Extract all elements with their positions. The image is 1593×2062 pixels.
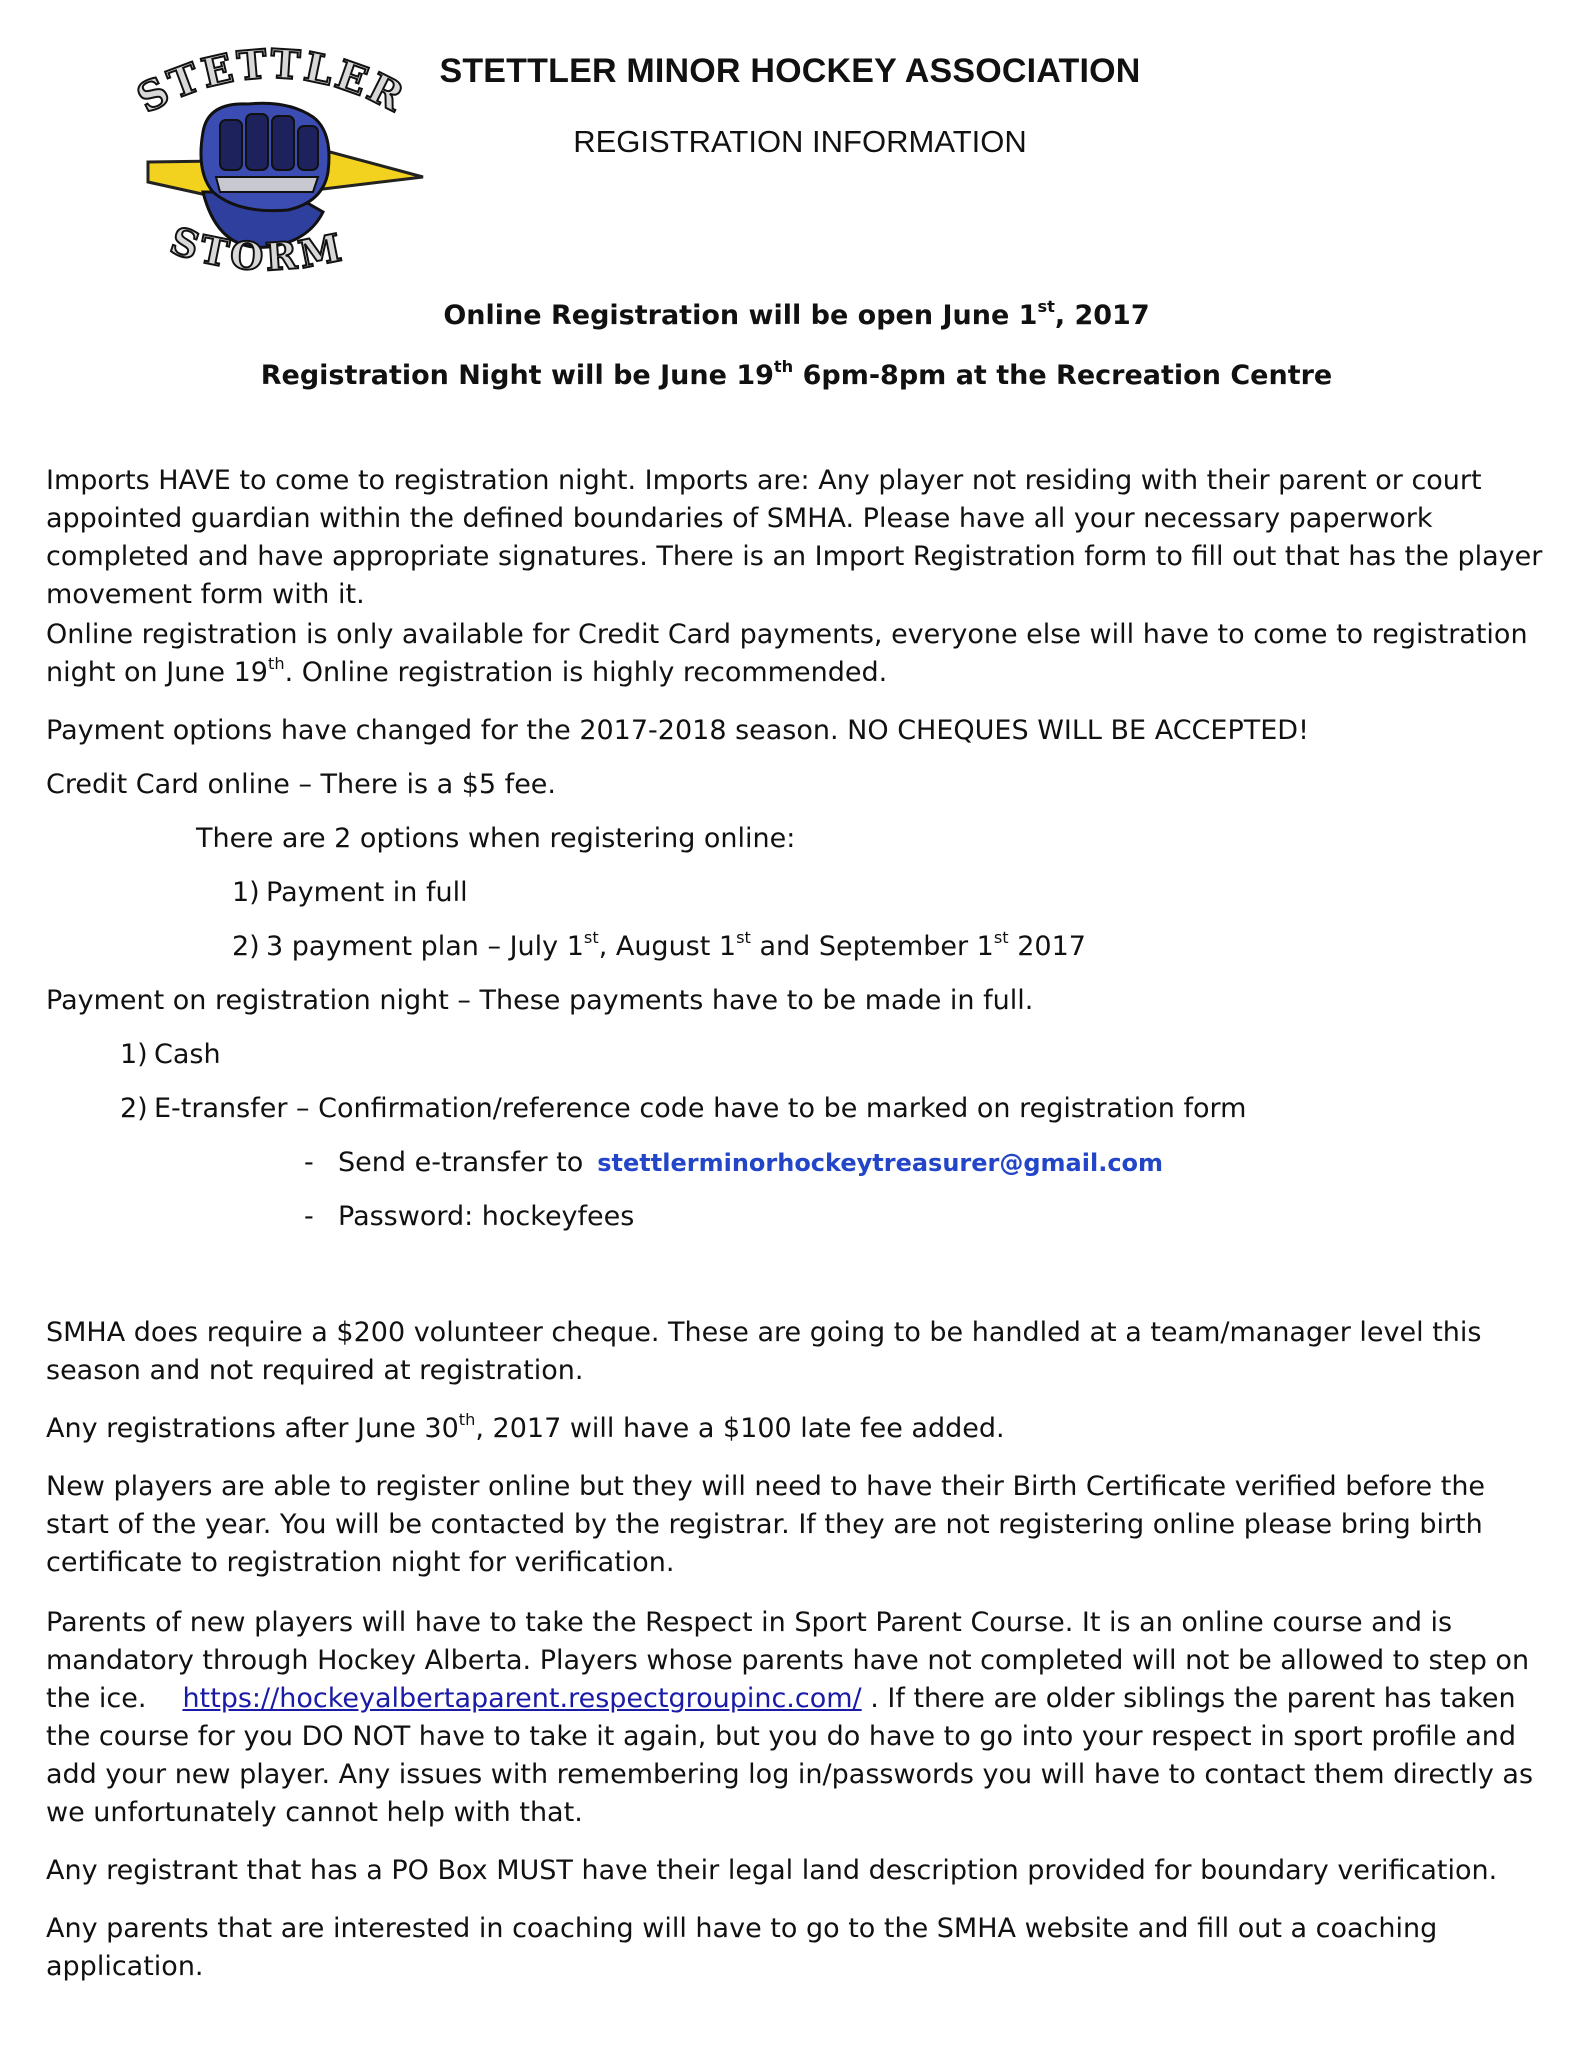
- option-1-line: 1) Payment in full: [232, 877, 468, 908]
- etransfer-line: 2) E-transfer – Confirmation/reference code have to be marked on registration form: [120, 1093, 1247, 1124]
- sub-title: REGISTRATION INFORMATION: [573, 124, 1027, 159]
- coaching-paragraph: Any parents that are interested in coaching will have to go to the SMHA website and fill out a coaching application.: [46, 1913, 1438, 1982]
- logo-bottom-text: STORM: [164, 217, 349, 280]
- volunteer-paragraph: SMHA does require a $200 volunteer cheque. These are going to be handled at a team/manager level this season and not required at registration.: [46, 1317, 1482, 1386]
- cash-line: 1) Cash: [120, 1039, 221, 1070]
- respect-in-sport-paragraph: Parents of new players will have to take the Respect in Sport Parent Course. It is an online course and is mandatory through Hockey Alberta. Players whose parents have not completed will not be allowed to step on the ice. https://hockeyalbertaparent.respectgroupinc.com/ . If there are older siblings the parent has taken the course for you DO NOT have to take it again, but you do have to go into your respect in sport profile and add your new player. Any issues with remembering log in/passwords you will have to contact them directly as we unfortunately cannot help with that.: [46, 1607, 1534, 1828]
- registration-night-payment-paragraph: Payment on registration night – These payments have to be made in full.: [46, 985, 1034, 1016]
- payment-changed-paragraph: Payment options have changed for the 2017-2018 season. NO CHEQUES WILL BE ACCEPTED!: [46, 715, 1309, 746]
- option-2-line: 2) 3 payment plan – July 1st, August 1st and September 1st 2017: [232, 927, 1086, 962]
- stettler-storm-logo: [108, 42, 438, 307]
- imports-paragraph: Imports HAVE to come to registration night. Imports are: Any player not residing with their parent or court appointed guardian within the defined boundaries of SMHA. Please have all your necessary paperwork completed and have appropriate signatures. There is an Import Registration form to fill out that has the player movement form with it.: [46, 465, 1543, 610]
- online-only-paragraph: Online registration is only available for Credit Card payments, everyone else will have to come to registration night on June 19th. Online registration is highly recommended.: [46, 619, 1528, 688]
- two-options-line: There are 2 options when registering online:: [196, 823, 796, 854]
- treasurer-email-link[interactable]: stettlerminorhockeytreasurer@gmail.com: [597, 1149, 1164, 1177]
- send-etransfer-line: - Send e-transfer to stettlerminorhockeytreasurer@gmail.com: [304, 1147, 1164, 1178]
- late-fee-paragraph: Any registrations after June 30th, 2017 will have a $100 late fee added.: [46, 1409, 1005, 1444]
- new-players-paragraph: New players are able to register online but they will need to have their Birth Certificate verified before the start of the year. You will be contacted by the registrar. If they are not registering online please bring birth certificate to registration night for verification.: [46, 1471, 1486, 1578]
- org-title: STETTLER MINOR HOCKEY ASSOCIATION: [439, 52, 1141, 90]
- respect-group-link[interactable]: https://hockeyalbertaparent.respectgroupinc.com/: [182, 1683, 862, 1714]
- logo-top-text: STETTLER: [129, 42, 414, 123]
- registration-night-notice: Registration Night will be June 19th 6pm-8pm at the Recreation Centre: [260, 356, 1333, 391]
- po-box-paragraph: Any registrant that has a PO Box MUST have their legal land description provided for boundary verification.: [46, 1855, 1498, 1886]
- online-registration-notice: Online Registration will be open June 1st, 2017: [443, 296, 1150, 331]
- credit-card-paragraph: Credit Card online – There is a $5 fee.: [46, 769, 556, 800]
- password-line: - Password: hockeyfees: [304, 1201, 635, 1232]
